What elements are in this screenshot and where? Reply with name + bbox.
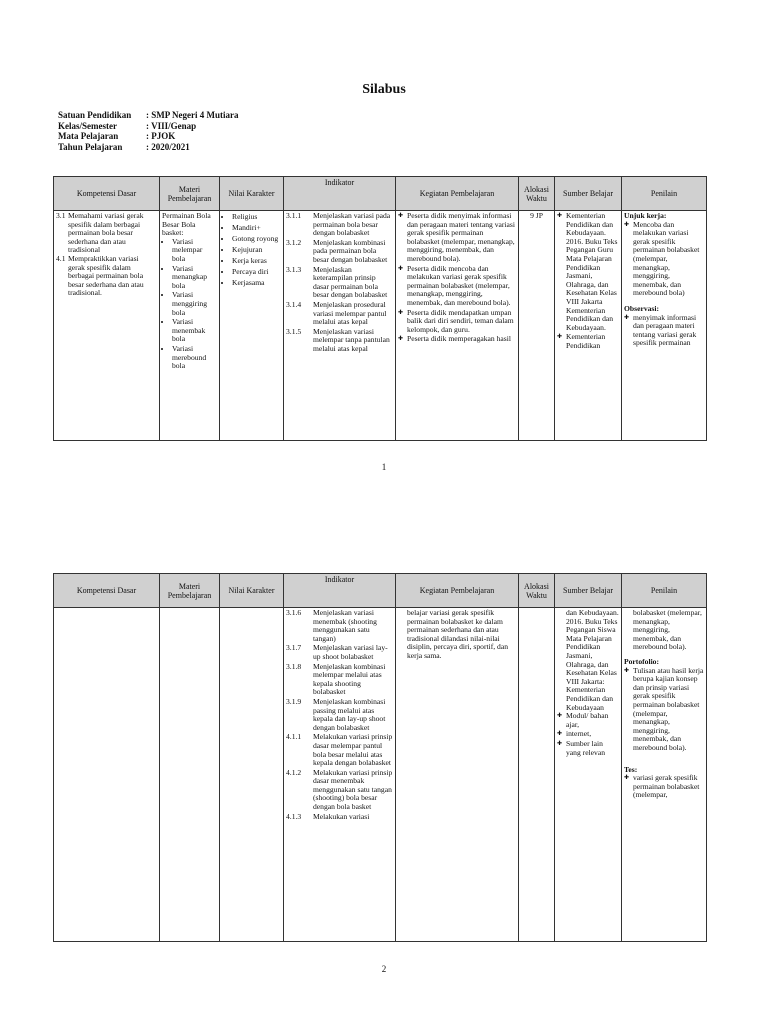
list-item: • Variasi menggiring bola: [172, 291, 217, 317]
kegiatan-cell: belajar variasi gerak spesifik permainan bolabasket ke dalam permainan sederhana dan atau tradisional dilandasi nilai-nilai disiplin, percaya diri, sportif, dan kerja sama.: [396, 608, 519, 942]
sumber-cell: dan Kebudayaan. 2016. Buku Teks Pegangan Siswa Mata Pelajaran Pendidikan Jasmani, Olahraga, dan Kesehatan Kelas VIII Jakarta: Kementerian Pendidikan dan Kebudayaan ✚ Modul/ bahan ajar, ✚ internet, ✚ Sumber lain yang relevan: [555, 608, 622, 942]
indikator-cell: [284, 608, 396, 942]
header-kd: Kompetensi Dasar: [54, 574, 160, 608]
indicator-item: 4.1.3 Melakukan variasi: [286, 811, 370, 821]
list-item: • Variasi menangkap bola: [172, 265, 217, 291]
list-item: ✚ variasi gerak spesifik permainan bolabasket (melempar,: [633, 774, 704, 800]
list-item: ✚ Peserta didik mencoba dan melakukan variasi gerak spesifik permainan bolabasket (melempar, menangkap, menggiring, menembak, dan merebound bola).: [407, 265, 516, 308]
indicator-item: 3.1.1 Menjelaskan variasi pada permainan bola besar dengan bolabasket: [286, 211, 391, 238]
header-indikator: Indikator: [284, 574, 396, 608]
header-penilaian: Penilain: [622, 177, 707, 211]
list-item: ✚ Modul/ bahan ajar,: [566, 712, 619, 729]
indicator-item: 3.1.9 Menjelaskan kombinasi passing melalui atas kepala dan lay-up shoot dengan bolabasket: [286, 696, 386, 732]
kd-cell: [54, 608, 160, 942]
header-sumber: Sumber Belajar: [555, 177, 622, 211]
header-kegiatan: Kegiatan Pembelajaran: [396, 177, 519, 211]
list-item: • Mandiri+: [232, 223, 281, 233]
penilaian-cell: bolabasket (melempar, menangkap, menggiring, menembak, dan merebound bola). Portofolio: ✚ Tulisan atau hasil kerja berupa kajian konsep dan prinsip variasi gerak spesifik permainan bolabasket (melempar, menangkap, menggiring, menembak, dan merebound bola). Tes: ✚ variasi gerak spesifik permainan bolabasket (melempar,: [622, 608, 707, 942]
indicator-item: 3.1.7 Menjelaskan variasi lay-up shoot bolabasket: [286, 643, 388, 661]
table-row: [54, 608, 707, 942]
materi-cell: Permainan Bola Besar Bola basket: • Variasi melempar bola • Variasi menangkap bola • Variasi menggiring bola • Variasi menembak bola • Variasi merebound bola: [160, 211, 220, 441]
info-row: Tahun Pelajaran : 2020/2021: [58, 141, 190, 152]
list-item: • Religius: [232, 212, 281, 222]
list-item: ✚ Sumber lain yang relevan: [566, 740, 619, 757]
kd-item: 3.1 Memahami variasi gerak spesifik dalam berbagai permainan bola besar sederhana dan atau tradisional: [56, 211, 144, 255]
penilaian-cell: Unjuk kerja: ✚ Mencoba dan melakukan variasi gerak spesifik permainan bolabasket (melempar, menangkap, menggiring, menembak, dan merebound bola) Observasi: ✚ menyimak informasi dan peragaan materi tentang variasi gerak spesifik permainan: [622, 211, 707, 441]
indicator-item: 3.1.6 Menjelaskan variasi menembak (shooting menggunakan satu tangan): [286, 608, 377, 643]
header-nilai: Nilai Karakter: [220, 177, 284, 211]
list-item: ✚ menyimak informasi dan peragaan materi tentang variasi gerak spesifik permainan: [633, 314, 704, 348]
header-sumber: Sumber Belajar: [555, 574, 622, 608]
header-indikator: Indikator: [284, 177, 396, 211]
header-alokasi: Alokasi Waktu: [519, 574, 555, 608]
list-item: • Gotong royong: [232, 234, 281, 244]
list-item: • Kerjasama: [232, 278, 281, 288]
syllabus-table: [53, 573, 707, 942]
page-number: 2: [381, 964, 387, 974]
indicator-item: 4.1.1 Melakukan variasi prinsip dasar melempar pantul bola besar melalui atas kepala dengan bolabasket: [286, 732, 393, 768]
list-item: ✚ Kementerian Pendidikan: [566, 333, 619, 350]
header-nilai: Nilai Karakter: [220, 574, 284, 608]
header-materi: Materi Pembelajaran: [160, 177, 220, 211]
list-item: • Kerja keras: [232, 256, 281, 266]
info-row: Kelas/Semester : VIII/Genap: [58, 120, 197, 131]
indicator-item: 3.1.2 Menjelaskan kombinasi pada permainan bola besar dengan bolabasket: [286, 237, 388, 264]
indikator-cell: [284, 211, 396, 441]
syllabus-table: [53, 176, 707, 441]
header-alokasi: Alokasi Waktu: [519, 177, 555, 211]
indicator-item: 3.1.8 Menjelaskan kombinasi melempar melalui atas kepala shooting bolabasket: [286, 661, 386, 697]
header-kegiatan: Kegiatan Pembelajaran: [396, 574, 519, 608]
kd-item: 4.1 Mempraktikkan variasi gerak spesifik dalam berbagai permainan bola besar sederhana dan atau tradisional.: [56, 253, 144, 298]
page-2: [0, 512, 768, 1024]
indicator-item: 4.1.2 Melakukan variasi prinsip dasar menembak menggunakan satu tangan (shooting) bola besar dengan bola basket: [286, 767, 393, 812]
materi-cell: [160, 608, 220, 942]
list-item: • Variasi menembak bola: [172, 318, 217, 344]
alokasi-cell: [519, 608, 555, 942]
page-number: 1: [381, 462, 387, 472]
sumber-cell: [555, 211, 622, 441]
list-item: • Variasi melempar bola: [172, 238, 217, 264]
table-header-row: [54, 177, 707, 211]
list-item: • Kejujuran: [232, 245, 281, 255]
nilai-cell: [220, 608, 284, 942]
page-title: Silabus: [362, 82, 406, 97]
list-item: ✚ Mencoba dan melakukan variasi gerak spesifik permainan bolabasket (melempar, menangkap, menggiring, menembak, dan merebound bola): [633, 221, 704, 298]
list-item: ✚ Kementerian Pendidikan dan Kebudayaan. 2016. Buku Teks Pegangan Guru Mata Pelajaran Pendidikan Jasmani, Olahraga, dan Kesehatan Kelas VIII Jakarta Kementerian Pendidikan dan Kebudayaan.: [566, 212, 619, 332]
table-header-row: [54, 574, 707, 608]
syllabus-info: [58, 110, 238, 152]
list-item: ✚ Peserta didik memperagakan hasil: [407, 335, 516, 344]
header-materi: Materi Pembelajaran: [160, 574, 220, 608]
indicator-item: 3.1.4 Menjelaskan prosedural variasi melempar pantul melalui atas kepal: [286, 299, 387, 327]
list-item: ✚ internet,: [566, 730, 619, 739]
header-kd: Kompetensi Dasar: [54, 177, 160, 211]
list-item: ✚ Tulisan atau hasil kerja berupa kajian konsep dan prinsip variasi gerak spesifik permainan bolabasket (melempar, menangkap, menggiring, menembak, dan merebound bola).: [633, 667, 704, 753]
header-penilaian: Penilain: [622, 574, 707, 608]
table-row: [54, 211, 707, 441]
info-row: Satuan Pendidikan : SMP Negeri 4 Mutiara: [58, 110, 239, 120]
indicator-item: 3.1.5 Menjelaskan variasi melempar tanpa pantulan melalui atas kepal: [286, 326, 390, 353]
indicator-item: 3.1.3 Menjelaskan keterampilan prinsip dasar permainan bola besar dengan bolabasket: [286, 264, 388, 300]
list-item: • Percaya diri: [232, 267, 281, 277]
kd-cell: [54, 211, 160, 441]
info-row: Mata Pelajaran : PJOK: [58, 131, 176, 141]
list-item: ✚ Peserta didik mendapatkan umpan balik dari diri sendiri, teman dalam kelompok, dan guru.: [407, 309, 516, 335]
list-item: • Variasi merebound bola: [172, 345, 217, 371]
nilai-cell: [220, 211, 284, 441]
kegiatan-cell: [396, 211, 519, 441]
list-item: ✚ Peserta didik menyimak informasi dan peragaan materi tentang variasi gerak spesifik permainan bolabasket (melempar, menangkap, menggiring, menembak, dan merebound bola).: [407, 212, 516, 264]
alokasi-cell: 9 JP: [519, 211, 555, 441]
